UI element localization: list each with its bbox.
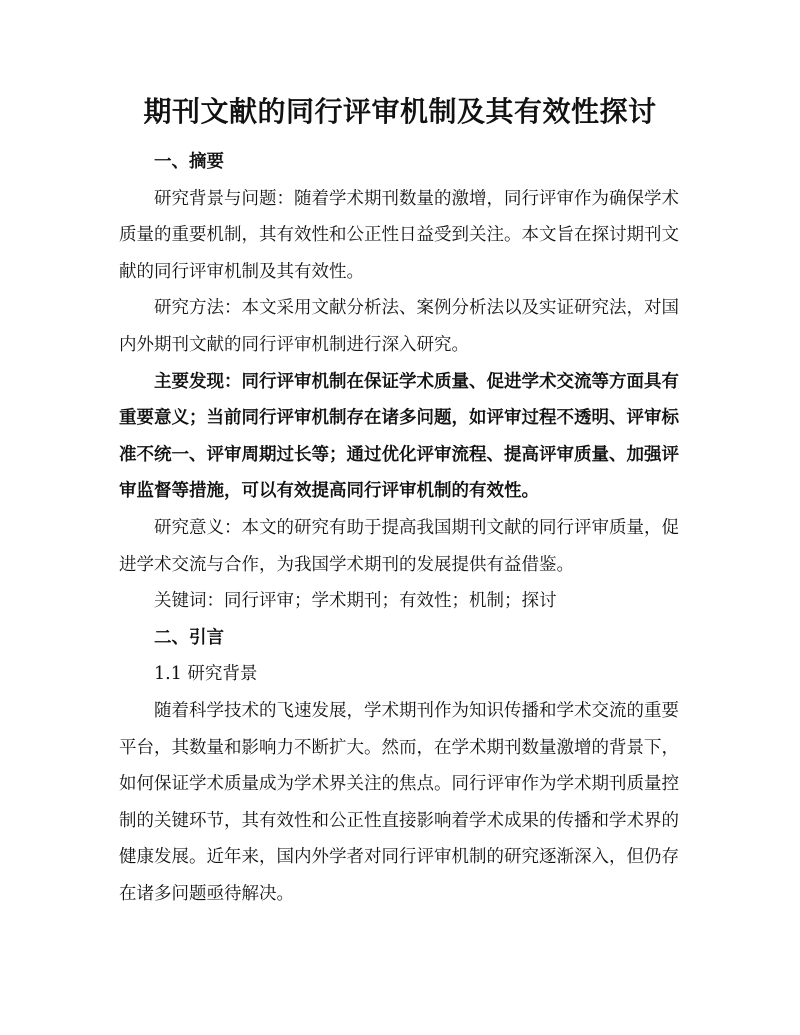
document-body xyxy=(119,144,679,912)
page-title: 期刊文献的同行评审机制及其有效性探讨 xyxy=(143,95,657,128)
keywords-line: 关键词：同行评审；学术期刊；有效性；机制；探讨 xyxy=(154,591,557,612)
abstract-significance-paragraph: 研究意义：本文的研究有助于提高我国期刊文献的同行评审质量，促进学术交流与合作，为我国学术期刊的发展提供有益借鉴。 xyxy=(119,517,679,575)
abstract-findings-paragraph: 主要发现：同行评审机制在保证学术质量、促进学术交流等方面具有重要意义；当前同行评审机制存在诸多问题，如评审过程不透明、评审标准不统一、评审周期过长等；通过优化评审流程、提高评审质量、加强评审监督等措施，可以有效提高同行评审机制的有效性。 xyxy=(119,371,679,502)
section-heading-introduction: 二、引言 xyxy=(154,627,224,648)
abstract-methods-paragraph: 研究方法：本文采用文献分析法、案例分析法以及实证研究法，对国内外期刊文献的同行评审机制进行深入研究。 xyxy=(119,298,679,355)
section-heading-abstract: 一、摘要 xyxy=(154,152,224,172)
abstract-background-paragraph: 研究背景与问题：随着学术期刊数量的激增，同行评审作为确保学术质量的重要机制，其有效性和公正性日益受到关注。本文旨在探讨期刊文献的同行评审机制及其有效性。 xyxy=(119,188,679,282)
intro-background-paragraph: 随着科学技术的飞速发展，学术期刊作为知识传播和学术交流的重要平台，其数量和影响力不断扩大。然而，在学术期刊数量激增的背景下，如何保证学术质量成为学术界关注的焦点。同行评审作为学术期刊质量控制的关键环节，其有效性和公正性直接影响着学术成果的传播和学术界的健康发展。近年来，国内外学者对同行评审机制的研究逐渐深入，但仍存在诸多问题亟待解决。 xyxy=(119,700,679,904)
subsection-heading-background: 1.1 研究背景 xyxy=(154,664,258,685)
